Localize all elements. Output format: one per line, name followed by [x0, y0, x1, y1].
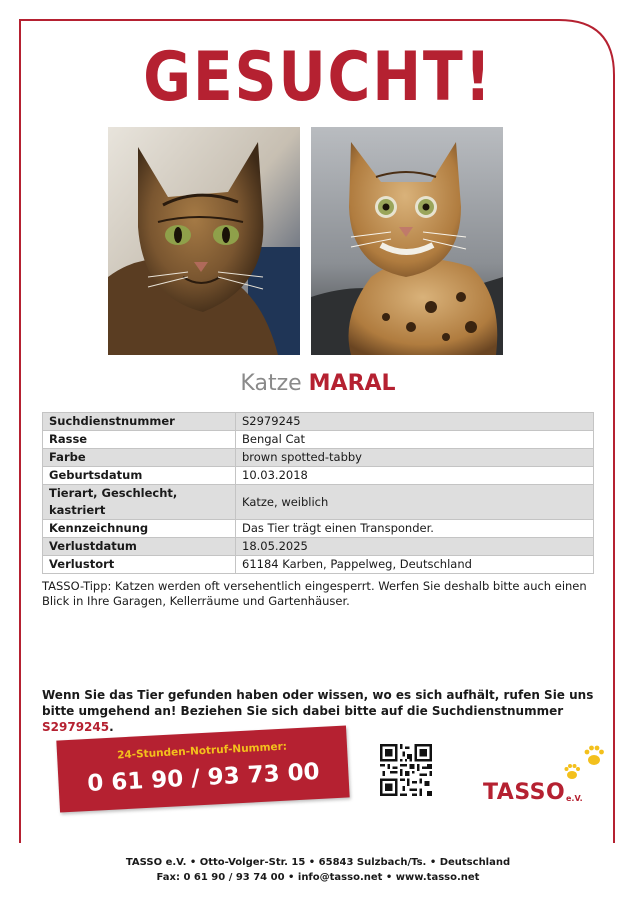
appeal-end: .: [109, 720, 114, 734]
tasso-ev: e.V.: [566, 794, 583, 803]
table-row: [43, 556, 594, 574]
detail-value: 61184 Karben, Pappelweg, Deutschland: [236, 556, 594, 574]
detail-value: Bengal Cat: [236, 431, 594, 449]
tasso-wordmark: TASSO: [483, 780, 566, 805]
footer: [0, 855, 636, 885]
appeal-text: Wenn Sie das Tier gefunden haben oder wissen, wo es sich aufhält, rufen Sie uns bitte umgehend an! Beziehen Sie sich dabei bitte auf die Suchdienstnummer: [42, 688, 594, 718]
hotline-number[interactable]: 0 61 90 / 93 73 00: [86, 758, 321, 798]
cat-photo-2: [311, 127, 503, 355]
detail-label: Farbe: [43, 449, 236, 467]
detail-label: Geburtsdatum: [43, 467, 236, 485]
headline: GESUCHT!: [143, 38, 493, 117]
detail-label: Verlustort: [43, 556, 236, 574]
footer-address: TASSO e.V. • Otto-Volger-Str. 15 • 65843 Sulzbach/Ts. • Deutschland: [125, 857, 511, 868]
table-row: [43, 413, 594, 431]
detail-value: 10.03.2018: [236, 467, 594, 485]
hotline-banner: [56, 725, 349, 812]
hotline-label: 24-Stunden-Notruf-Nummer:: [116, 740, 288, 762]
qr-code[interactable]: [380, 744, 432, 796]
detail-value: brown spotted-tabby: [236, 449, 594, 467]
detail-value: 18.05.2025: [236, 538, 594, 556]
cat-photo-1: [108, 127, 300, 355]
detail-label: Verlustdatum: [43, 538, 236, 556]
table-row: [43, 538, 594, 556]
table-row: [43, 467, 594, 485]
detail-value: Das Tier trägt einen Transponder.: [236, 520, 594, 538]
pet-species: Katze: [240, 371, 302, 396]
paw-icon: [564, 742, 610, 782]
pet-name: MARAL: [308, 371, 396, 396]
detail-label: Tierart, Geschlecht, kastriert: [43, 485, 236, 520]
detail-label: Rasse: [43, 431, 236, 449]
pet-details-table: [42, 412, 594, 574]
table-row: [43, 431, 594, 449]
detail-label: Kennzeichnung: [43, 520, 236, 538]
tasso-tip: TASSO-Tipp: Katzen werden oft versehentlich eingesperrt. Werfen Sie deshalb bitte auch einen Blick in Ihre Garagen, Kellerräume und Gartenhäuser.: [42, 579, 587, 608]
table-row: [43, 449, 594, 467]
pet-name-heading: [0, 369, 636, 399]
detail-label: Suchdienstnummer: [43, 413, 236, 431]
tasso-logo: [480, 742, 612, 808]
detail-value: S2979245: [236, 413, 594, 431]
footer-contact: Fax: 0 61 90 / 93 74 00 • info@tasso.net • www.tasso.net: [156, 872, 480, 883]
table-row: [43, 520, 594, 538]
detail-value: Katze, weiblich: [236, 485, 594, 520]
table-row: [43, 485, 594, 520]
appeal-reference-number: S2979245: [42, 720, 110, 734]
